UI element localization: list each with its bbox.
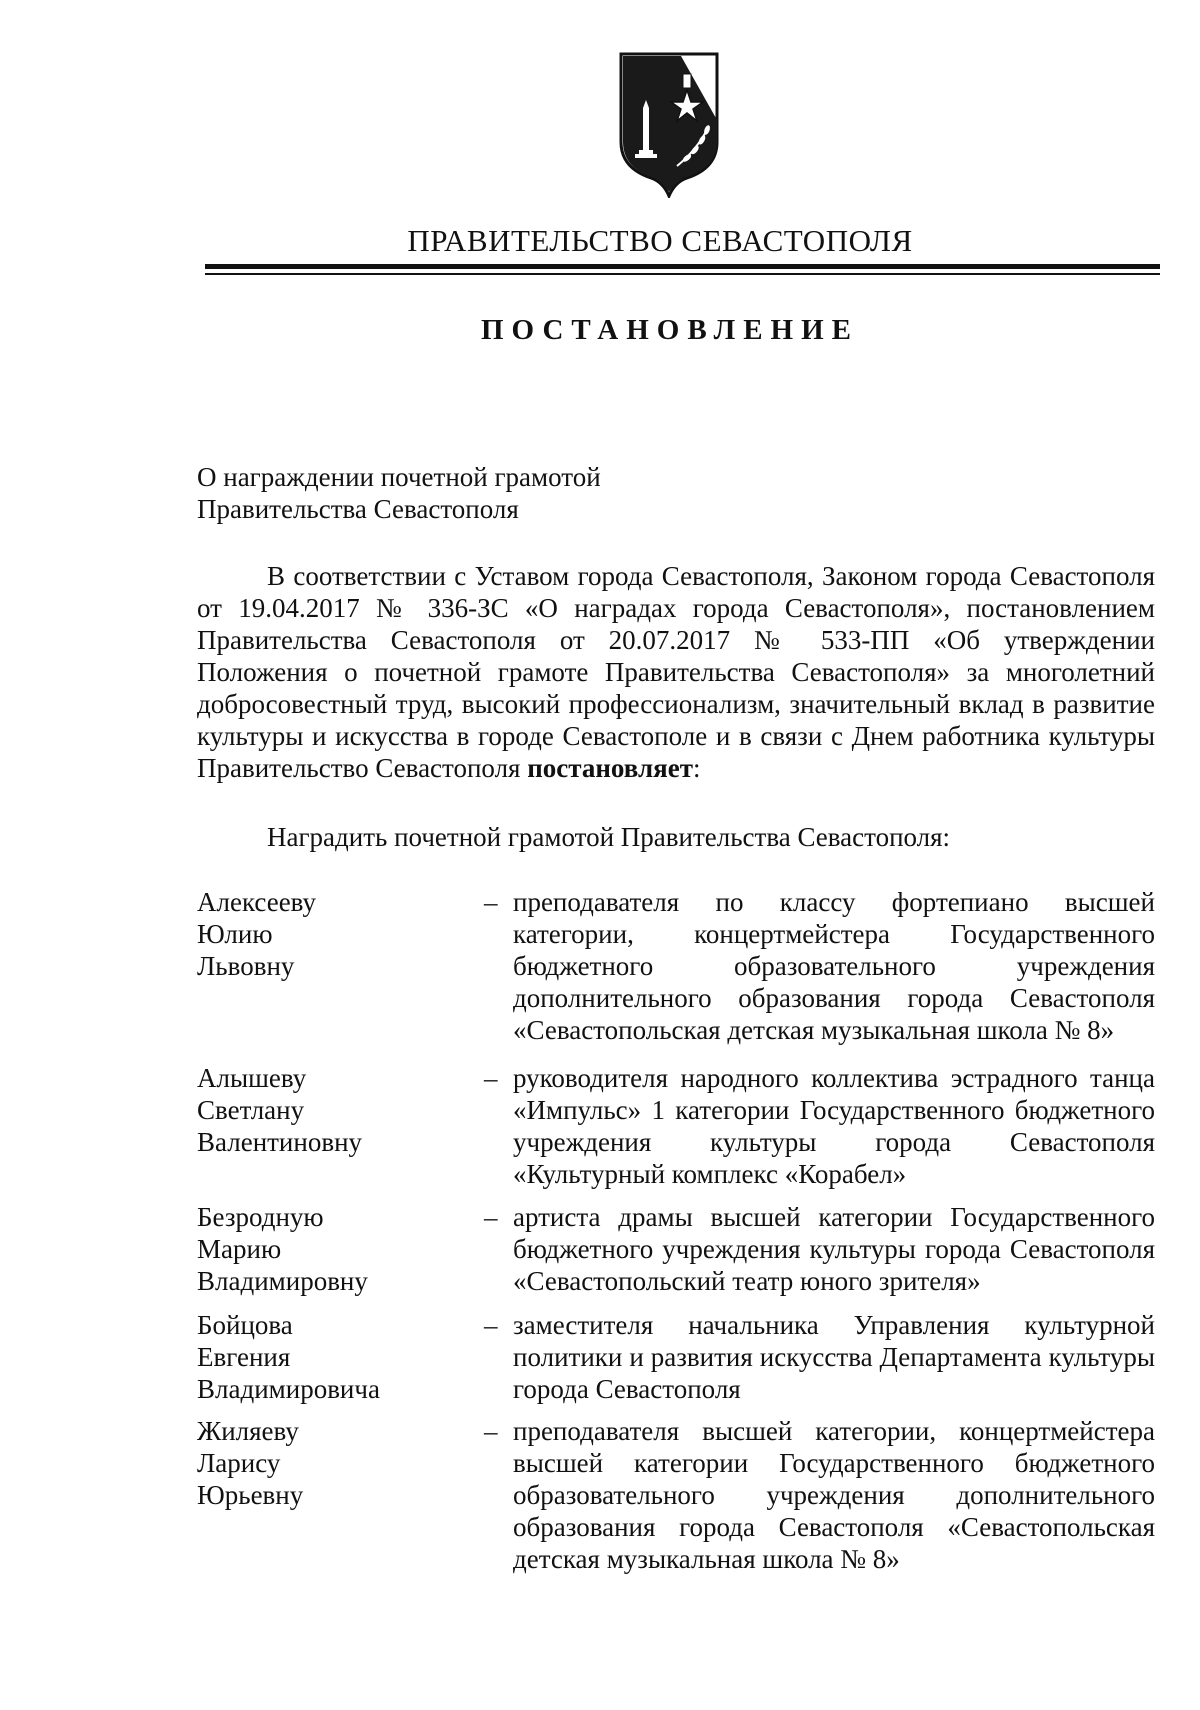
subject-line-1: О награждении почетной грамотой [197,462,601,492]
resolution-statement: Наградить почетной грамотой Правительства Севастополя: [267,822,951,852]
document-type-title: ПОСТАНОВЛЕНИЕ [480,314,859,346]
awardee-dash: – [484,1416,498,1446]
awardee-dash: – [484,1310,498,1340]
awardee-first-name: Евгения [197,1342,291,1372]
awardee-patronymic: Валентиновну [197,1127,363,1157]
preamble-colon: : [692,753,701,783]
awardee-first-name: Марию [197,1234,282,1264]
awardee-position: руководителя народного коллектива эстрадного танца «Импульс» 1 категории Государственного бюджетного учреждения культуры города Севастополя «Культурный комплекс «Корабел» [513,1063,1155,1189]
awardee-position: преподавателя по классу фортепиано высшей категории, концертмейстера Государственного бюджетного образовательного учреждения дополнительного образования города Севастополя «Севастопольская детская музыкальная школа № 8» [513,887,1155,1045]
awardee-position: заместителя начальника Управления культурной политики и развития искусства Департамента культуры города Севастополя [513,1310,1155,1404]
awardee-name [197,1309,457,1405]
awardee-dash: – [484,887,498,917]
awardee-name [197,886,457,982]
awardee-position: артиста драмы высшей категории Государственного бюджетного учреждения культуры города Севастополя «Севастопольский театр юного зрителя» [513,1202,1155,1296]
header-divider-thick [205,264,1160,269]
header-divider-thin [205,273,1160,275]
awardee-patronymic: Владимировича [197,1374,380,1404]
awardee-first-name: Ларису [197,1448,281,1478]
subject-line-2: Правительства Севастополя [197,494,519,524]
resolution-verb: постановляет [527,753,693,783]
awardee-dash: – [484,1063,498,1093]
awardee-dash: – [484,1202,498,1232]
preamble-paragraph [197,560,1155,784]
government-title: ПРАВИТЕЛЬСТВО СЕВАСТОПОЛЯ [407,223,913,258]
awardee-surname: Бойцова [197,1310,293,1340]
preamble-text: В соответствии с Уставом города Севастополя, Законом города Севастополя от 19.04.2017 № 336-ЗС «О наградах города Севастополя», постановлением Правительства Севастополя от 20.07.2017 № 533-ПП «Об утверждении Положения о почетной грамоте Правительства Севастополя» за многолетний добросовестный труд, высокий профессионализм, значительный вклад в развитие культуры и искусства в городе Севастополе и в связи с Днем работника культуры Правительство Севастополя [197,561,1155,783]
awardee-patronymic: Владимировну [197,1266,368,1296]
awardee-surname: Алексееву [197,887,317,917]
awardee-patronymic: Юрьевну [197,1480,304,1510]
document-subject [197,461,601,525]
awardee-position: преподавателя высшей категории, концертмейстера высшей категории Государственного бюджетного образовательного учреждения дополнительного образования города Севастополя «Севастопольская детская музыкальная школа № 8» [513,1416,1155,1574]
awardee-name [197,1201,457,1297]
awardee-patronymic: Львовну [197,951,295,981]
awardee-first-name: Юлию [197,919,273,949]
sevastopol-coat-of-arms-emblem [617,50,721,198]
awardee-surname: Жиляеву [197,1416,299,1446]
awardee-surname: Алышеву [197,1063,307,1093]
awardee-name [197,1415,457,1511]
awardee-name [197,1062,457,1158]
awardee-first-name: Светлану [197,1095,305,1125]
awardee-surname: Безродную [197,1202,324,1232]
